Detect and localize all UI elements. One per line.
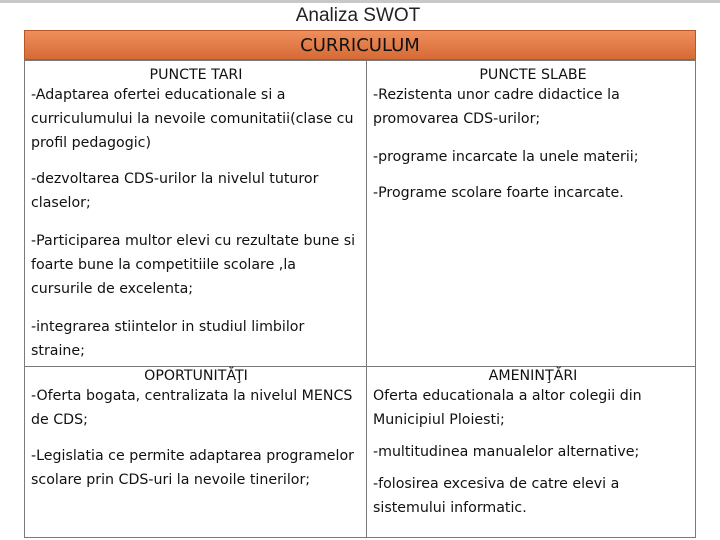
weakness-item: -Rezistenta unor cadre didactice la promovarea CDS-urilor; bbox=[373, 87, 620, 127]
weakness-item: -Programe scolare foarte incarcate. bbox=[373, 185, 624, 201]
swot-table bbox=[24, 60, 696, 538]
weaknesses-title: PUNCTE SLABE bbox=[479, 67, 587, 83]
strength-item: -integrarea stiintelor in studiul limbilor straine; bbox=[31, 319, 305, 359]
strengths-title: PUNCTE TARI bbox=[149, 67, 243, 83]
column-divider bbox=[366, 61, 367, 537]
strength-item: -Participarea multor elevi cu rezultate bune si foarte bune la competitiile scolare ,la cursurile de excelenta; bbox=[31, 233, 356, 297]
threat-item: -multitudinea manualelor alternative; bbox=[373, 444, 640, 460]
threat-item: -folosirea excesiva de catre elevi a sistemului informatic. bbox=[373, 476, 620, 516]
opportunities-cell bbox=[31, 368, 361, 492]
row-divider bbox=[25, 366, 695, 367]
opportunity-item: -Legislatia ce permite adaptarea programelor scolare prin CDS-uri la nevoile tinerilor; bbox=[31, 448, 354, 488]
weakness-item: -programe incarcate la unele materii; bbox=[373, 149, 639, 165]
weaknesses-cell bbox=[373, 67, 693, 205]
page-title: Analiza SWOT bbox=[295, 5, 421, 26]
top-decorative-stripe bbox=[0, 0, 720, 3]
strength-item: -Adaptarea ofertei educationale si a curriculumului la nevoile comunitatii(clase cu profil pedagogic) bbox=[31, 87, 354, 151]
threats-cell bbox=[373, 368, 693, 520]
threat-item: Oferta educationala a altor colegii din Municipiul Ploiesti; bbox=[373, 388, 642, 428]
section-header: CURRICULUM bbox=[24, 30, 696, 60]
opportunity-item: -Oferta bogata, centralizata la nivelul MENCS de CDS; bbox=[31, 388, 353, 428]
strength-item: -dezvoltarea CDS-urilor la nivelul tuturor claselor; bbox=[31, 171, 319, 211]
opportunities-title: OPORTUNITĂŢI bbox=[144, 368, 248, 384]
strengths-cell bbox=[31, 67, 361, 363]
threats-title: AMENINŢĂRI bbox=[488, 368, 578, 384]
